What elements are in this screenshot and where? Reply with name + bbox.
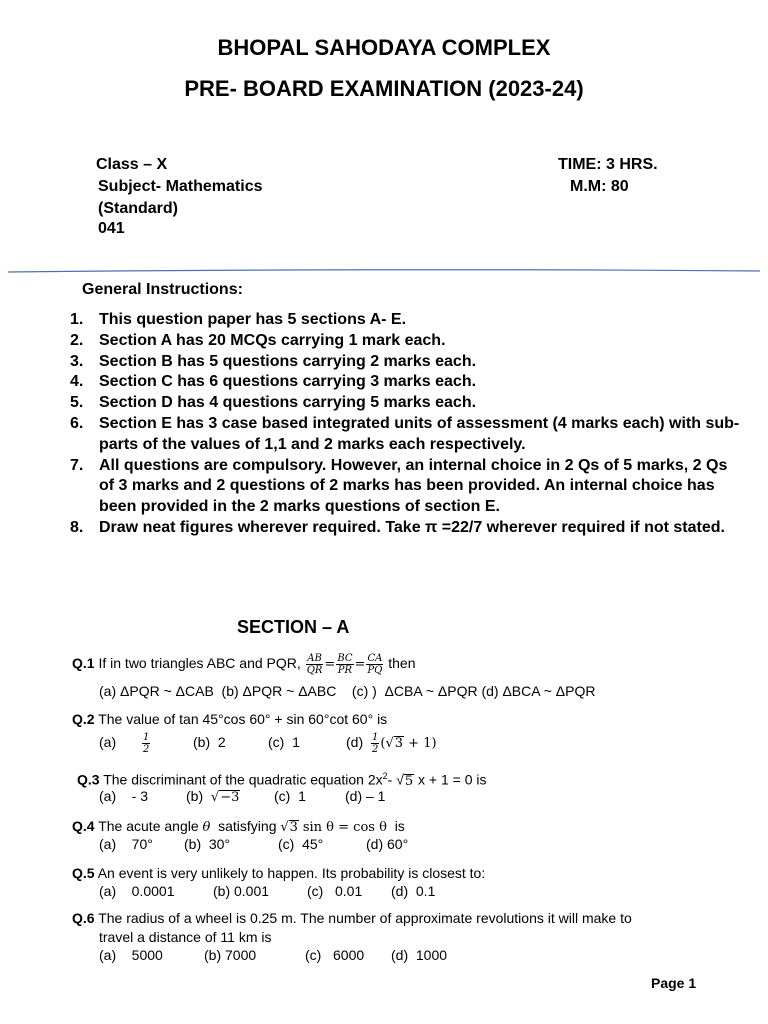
question-text-end: then (388, 655, 416, 672)
exam-title: PRE- BOARD EXAMINATION (2023-24) (184, 76, 584, 101)
instruction-number: 8. (70, 518, 84, 536)
instruction-item (70, 331, 740, 352)
question-4-option-b: (b) 30° (184, 836, 231, 852)
instruction-text: Section C has 6 questions carrying 3 marks each. (99, 373, 477, 391)
instruction-text: Draw neat figures wherever required. Take π =22/7 wherever required if not stated. (99, 518, 725, 536)
fraction-half: $\frac{1}{2}$ (372, 732, 379, 755)
question-text: The radius of a wheel is 0.25 m. The number of approximate revolutions it will make to (98, 910, 632, 926)
question-4-option-d: (d) 60° (366, 836, 409, 852)
question-2 (72, 710, 387, 729)
instruction-number: 5. (70, 394, 84, 412)
question-5-option-d: (d) 0.1 (391, 883, 436, 899)
instruction-number: 6. (70, 414, 84, 432)
question-4: Q.4 The acute angle θ satisfying √3 sin θ = cos θ is (72, 818, 405, 835)
fraction-bc-pr: $\frac{BC}{PR}$ (337, 653, 353, 676)
question-2-option-d: (d) $\frac{1}{2}$ (√3 + 1) (346, 732, 437, 755)
question-text: The discriminant of the quadratic equation 2x (103, 771, 383, 788)
section-a-title: SECTION – A (237, 617, 350, 637)
instructions-list (70, 310, 740, 539)
instructions-title: General Instructions: (82, 281, 243, 298)
question-3-option-c: (c) 1 (274, 788, 306, 804)
question-6-option-b: (b) 7000 (204, 947, 257, 963)
question-6-option-c: (c) 6000 (305, 947, 365, 963)
instruction-text: All questions are compulsory. However, an internal choice in 2 Qs of 5 marks, 2 Qs of 3 marks and 2 questions of 2 marks has been provided. An internal choice has been provided in the 2 marks questions of section E. (99, 456, 728, 516)
instruction-text: Section D has 4 questions carrying 5 marks each. (99, 394, 477, 412)
instruction-text: This question paper has 5 sections A- E. (99, 311, 407, 328)
instruction-number: 4. (70, 373, 84, 391)
question-6-option-a: (a) 5000 (99, 947, 163, 963)
question-2-option-a: (a) $\frac{1}{2}$ (99, 732, 150, 755)
question-6 (72, 909, 632, 928)
question-5-option-b: (b) 0.001 (213, 883, 270, 899)
instruction-number: 2. (70, 331, 84, 349)
question-text: An event is very unlikely to happen. Its probability is closest to: (97, 865, 486, 881)
question-number: Q.3 (77, 771, 100, 788)
question-text: If in two triangles ABC and PQR, (98, 655, 301, 672)
question-3-option-b: (b) √−3 (186, 788, 240, 805)
instruction-item (70, 352, 740, 373)
code-label: 041 (98, 220, 125, 237)
question-6-option-d: (d) 1000 (391, 947, 448, 963)
question-5 (72, 864, 485, 883)
question-3: Q.3 The discriminant of the quadratic equation $2x^2-$ √5 x + 1 = 0 is (77, 771, 487, 789)
instruction-text: Section B has 5 questions carrying 2 marks each. (99, 352, 477, 370)
question-4-option-a: (a) 70° (99, 836, 153, 852)
question-number: Q.6 (72, 910, 95, 926)
school-title: BHOPAL SAHODAYA COMPLEX (217, 35, 551, 60)
question-6-text-line-2: travel a distance of 11 km is (99, 929, 272, 945)
question-number: Q.2 (72, 711, 95, 727)
instruction-item (70, 518, 740, 539)
question-5-option-c: (c) 0.01 (307, 883, 363, 899)
instruction-item (70, 414, 740, 456)
question-3-option-d: (d) – 1 (345, 788, 386, 804)
question-1: Q.1 If in two triangles ABC and PQR, $\frac{AB}{QR}$ = $\frac{BC}{PR}$ = $\frac{CA}{PQ}$ then (72, 653, 416, 676)
question-number: Q.1 (72, 655, 95, 672)
question-1-options: (a) ΔPQR ~ ΔCAB (b) ΔPQR ~ ΔABC (c) ) ΔCBA ~ ΔPQR (d) ΔBCA ~ ΔPQR (99, 683, 596, 699)
fraction-ab-qr: $\frac{AB}{QR}$ (306, 653, 323, 676)
subject-label: Subject- Mathematics (98, 178, 263, 195)
max-marks-label: M.M: 80 (570, 178, 629, 195)
instruction-item (70, 310, 740, 331)
sqrt-3: 3 (394, 736, 404, 752)
sqrt-3: 3 (289, 820, 298, 835)
question-text: The value of tan 45°cos 60° + sin 60°cot 60° is (98, 711, 388, 727)
time-label: TIME: 3 HRS. (558, 156, 658, 173)
question-2-option-b: (b) 2 (193, 734, 226, 750)
instruction-text: Section E has 3 case based integrated units of assessment (4 marks each) with sub-parts of the values of 1,1 and 2 marks each respectively. (99, 414, 740, 453)
sqrt-minus-3: −3 (220, 790, 240, 805)
question-number: Q.5 (72, 865, 95, 881)
instruction-text: Section A has 20 MCQs carrying 1 mark each. (99, 331, 446, 349)
instruction-number: 3. (70, 352, 84, 370)
sqrt-5: 5 (404, 773, 414, 789)
question-2-option-c: (c) 1 (268, 734, 300, 750)
header-divider (8, 268, 760, 274)
question-5-option-a: (a) 0.0001 (99, 883, 175, 899)
fraction-half: $\frac{1}{2}$ (143, 732, 150, 755)
question-4-option-c: (c) 45° (278, 836, 324, 852)
standard-label: (Standard) (98, 200, 178, 217)
question-number: Q.4 (72, 818, 95, 834)
instruction-number: 7. (70, 456, 84, 474)
question-3-option-a: (a) - 3 (99, 788, 149, 804)
instruction-item (70, 456, 740, 518)
instruction-item (70, 393, 740, 414)
page-number: Page 1 (651, 975, 697, 991)
fraction-ca-pq: $\frac{CA}{PQ}$ (367, 653, 383, 676)
instruction-number: 1. (70, 311, 84, 328)
class-label: Class – X (96, 156, 168, 173)
instruction-item (70, 372, 740, 393)
